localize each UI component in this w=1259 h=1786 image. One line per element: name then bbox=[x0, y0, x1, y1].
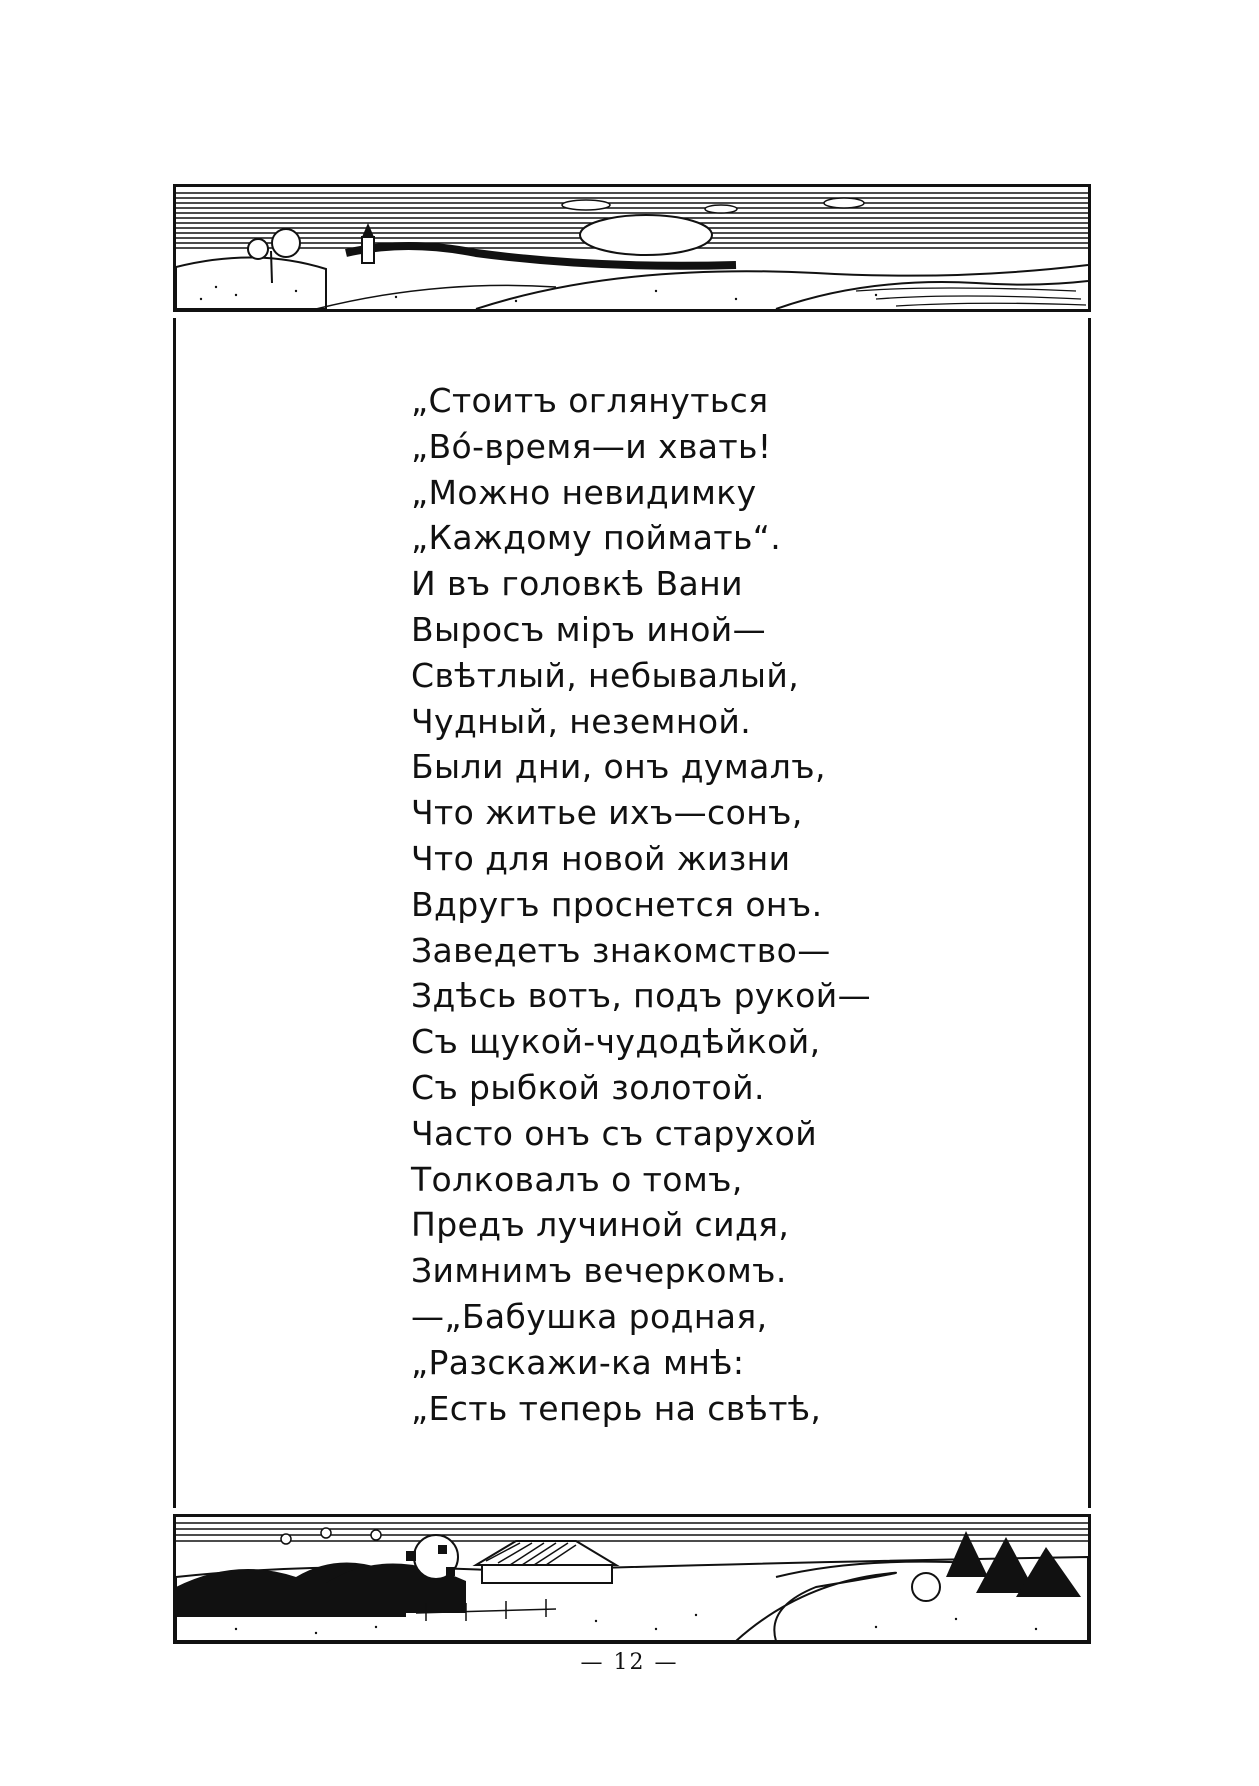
landscape-sky-field-drawing bbox=[176, 187, 1088, 309]
poem-line: Свѣтлый, небывалый, bbox=[411, 655, 800, 695]
poem-line: И въ головкѣ Вани bbox=[411, 564, 743, 604]
poem-line: Съ рыбкой золотой. bbox=[411, 1067, 765, 1107]
poem-line: „Можно невидимку bbox=[411, 472, 757, 512]
poem-line: „Разскажи-ка мнѣ: bbox=[411, 1342, 745, 1382]
poem-line: Предъ лучиной сидя, bbox=[411, 1205, 790, 1245]
poem-text-frame bbox=[173, 318, 1091, 1508]
poem-line: Заведетъ знакомство— bbox=[411, 930, 831, 970]
village-river-drawing bbox=[176, 1517, 1088, 1641]
poem-line: Выросъ міръ иной— bbox=[411, 609, 767, 649]
poem-line: —„Бабушка родная, bbox=[411, 1296, 768, 1336]
poem-line: Толковалъ о томъ, bbox=[411, 1159, 743, 1199]
poem-line: Что для новой жизни bbox=[411, 838, 791, 878]
poem-line: Что житье ихъ—сонъ, bbox=[411, 793, 803, 833]
page-frame bbox=[173, 184, 1091, 1644]
poem-line: Чудный, неземной. bbox=[411, 701, 752, 741]
poem-line: „Каждому поймать“. bbox=[411, 518, 782, 558]
poem-line: Часто онъ съ старухой bbox=[411, 1113, 818, 1153]
poem bbox=[411, 378, 871, 1431]
poem-line: Здѣсь вотъ, подъ рукой— bbox=[411, 976, 872, 1016]
poem-line: Зимнимъ вечеркомъ. bbox=[411, 1251, 787, 1291]
page-number: — 12 — bbox=[580, 1650, 679, 1675]
poem-line: Вдругъ проснется онъ. bbox=[411, 884, 823, 924]
poem-line: „Во́-время—и хвать! bbox=[411, 426, 772, 466]
poem-line: Съ щукой-чудодѣйкой, bbox=[411, 1022, 821, 1062]
top-landscape-illustration bbox=[173, 184, 1091, 312]
bottom-landscape-illustration bbox=[173, 1514, 1091, 1644]
poem-line: „Стоитъ оглянуться bbox=[411, 381, 769, 420]
poem-line: „Есть теперь на свѣтѣ, bbox=[411, 1388, 822, 1428]
poem-line: Были дни, онъ думалъ, bbox=[411, 747, 826, 787]
